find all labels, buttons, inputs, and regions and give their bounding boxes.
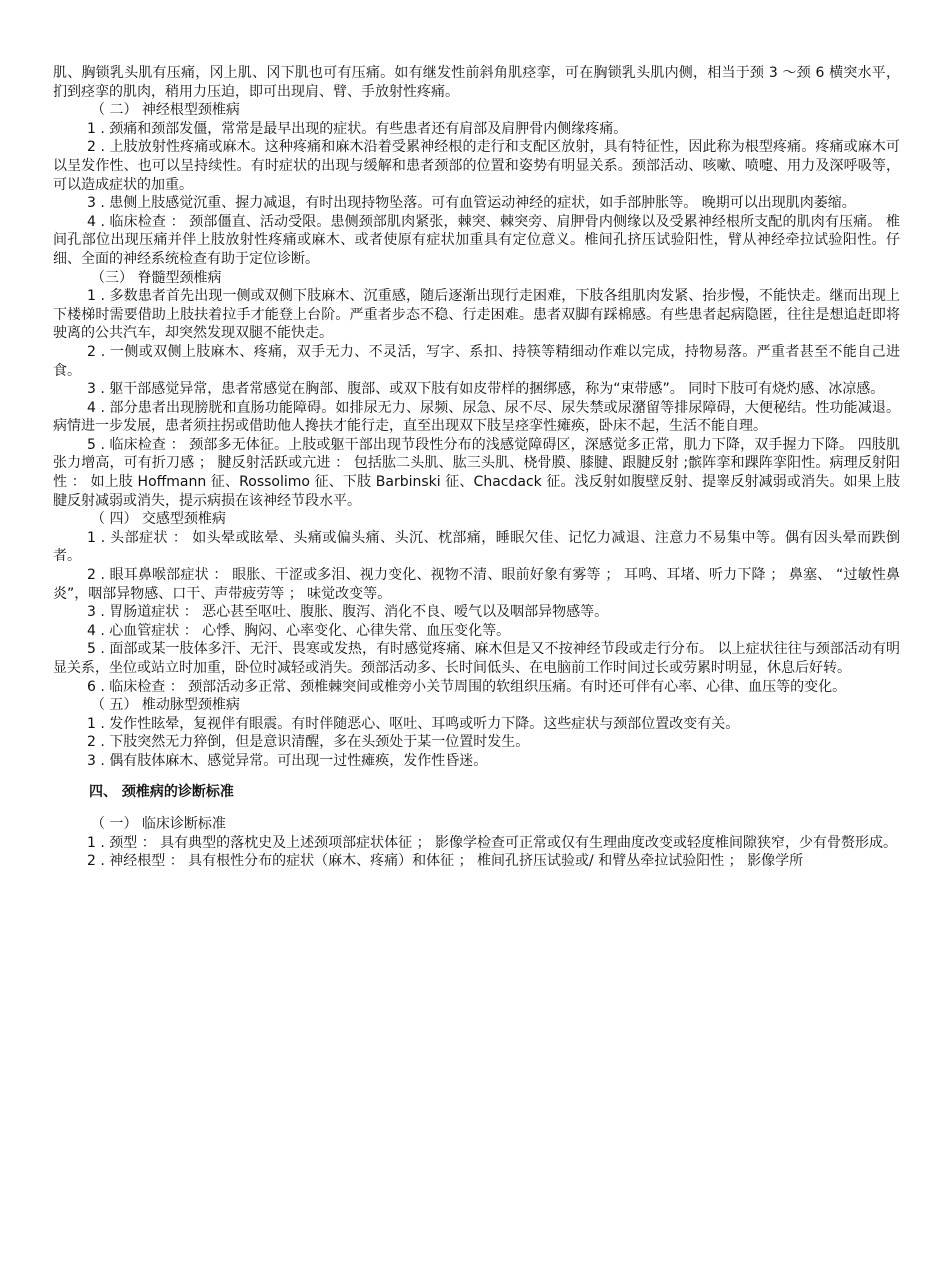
list-item: 3 . 胃肠道症状 ： 恶心甚至呕吐、腹胀、腹泻、消化不良、嗳气以及咽部异物感等。	[87, 604, 609, 621]
list-item: 2 . 上肢放射性疼痛或麻木。这种疼痛和麻木沿着受累神经根的走行和支配区放射，具有特征性，因此称为根型疼痛。疼痛或麻木可以呈发作性、也可以呈持续性。有时症状的出现与缓解和患者颈部的位置和姿势有明显关系。颈部活动、咳嗽、喷嚏、用力及深呼吸等，可以造成症状的加重。	[53, 139, 900, 193]
list-item: 2 . 一侧或双侧上肢麻木、疼痛，双手无力、不灵活，写字、系扣、持筷等精细动作难以完成，持物易落。严重者甚至不能自己进食。	[53, 343, 900, 379]
list-item: 5 . 临床检查 ： 颈部多无体征。上肢或躯干部出现节段性分布的浅感觉障碍区，深感觉多正常，肌力下降，双手握力下降。 四肢肌张力增高，可有折刀感 ； 腱反射活跃或亢进 ： 包括肱二头肌、肱三头肌、桡骨膜、膝腱、跟腱反射 ;髌阵挛和踝阵挛阳性。病理反射阳性 ： 如上肢 Hoffmann 征、Rossolimo 征、下肢 Barbinski 征、Chacdack 征。浅反射如腹壁反射、提睾反射减弱或消失。如果上肢腱反射减弱或消失，提示病损在该神经节段水平。	[53, 436, 900, 509]
list-item: 4 . 心血管症状 ： 心悸、胸闷、心率变化、心律失常、血压变化等。	[87, 622, 511, 639]
list-item: 1 . 颈型 ： 具有典型的落枕史及上述颈项部症状体征 ； 影像学检查可正常或仅有生理曲度改变或轻度椎间隙狭窄，少有骨赘形成。	[87, 834, 898, 851]
list-item: 1 . 头部症状 ： 如头晕或眩晕、头痛或偏头痛、头沉、枕部痛，睡眠欠佳、记忆力减退、注意力不易集中等。偶有因头晕而跌倒者。	[53, 529, 900, 565]
paragraph-continued: 肌、胸锁乳头肌有压痛，冈上肌、冈下肌也可有压痛。如有继发性前斜角肌痉挛，可在胸锁乳头肌内侧，相当于颈 3 ～颈 6 横突水平，扪到痉挛的肌肉，稍用力压迫，即可出现肩、臂、手放射性疼痛。	[53, 65, 900, 100]
list-item: 1 . 颈痛和颈部发僵，常常是最早出现的症状。有些患者还有肩部及肩胛骨内侧缘疼痛。	[87, 120, 628, 137]
subsection-heading-myelopathy: （三） 脊髓型颈椎病	[91, 269, 222, 286]
list-item: 4 . 部分患者出现膀胱和直肠功能障碍。如排尿无力、尿频、尿急、尿不尽、尿失禁或尿潴留等排尿障碍，大便秘结。性功能减退。病情进一步发展，患者须拄拐或借助他人搀扶才能行走，直至出现双下肢呈痉挛性瘫痪，卧床不起，生活不能自理。	[53, 399, 900, 435]
subsection-heading-sympathetic: （ 四） 交感型颈椎病	[91, 511, 226, 528]
list-item: 3 . 偶有肢体麻木、感觉异常。可出现一过性瘫痪，发作性昏迷。	[87, 752, 488, 769]
list-item: 2 . 神经根型 ： 具有根性分布的症状（麻木、疼痛）和体征 ； 椎间孔挤压试验或/ 和臂丛牵拉试验阳性 ； 影像学所	[87, 853, 804, 870]
list-item: 5 . 面部或某一肢体多汗、无汗、畏寒或发热，有时感觉疼痛、麻木但是又不按神经节段或走行分布。 以上症状往往与颈部活动有明显关系，坐位或站立时加重，卧位时减轻或消失。颈部活动多、长时间低头、在电脑前工作时间过长或劳累时明显，休息后好转。	[53, 641, 900, 676]
section-heading-diagnostic-criteria: 四、 颈椎病的诊断标准	[89, 783, 234, 800]
subsection-heading-radiculopathy: （ 二） 神经根型颈椎病	[91, 102, 240, 119]
list-item: 4 . 临床检查 ： 颈部僵直、活动受限。患侧颈部肌肉紧张，棘突、棘突旁、肩胛骨内侧缘以及受累神经根所支配的肌肉有压痛。 椎间孔部位出现压痛并伴上肢放射性疼痛或麻木、或者使原有症状加重具有定位意义。椎间孔挤压试验阳性，臂从神经牵拉试验阳性。仔细、全面的神经系统检查有助于定位诊断。	[53, 213, 900, 267]
list-item: 2 . 下肢突然无力猝倒，但是意识清醒，多在头颈处于某一位置时发生。	[87, 734, 530, 751]
list-item: 3 . 躯干部感觉异常，患者常感觉在胸部、腹部、或双下肢有如皮带样的捆绑感，称为“束带感”。 同时下肢可有烧灼感、冰凉感。	[87, 381, 885, 398]
subsection-heading-vertebral-artery: （ 五） 椎动脉型颈椎病	[91, 697, 240, 714]
list-item: 2 . 眼耳鼻喉部症状 ： 眼胀、干涩或多泪、视力变化、视物不清、眼前好象有雾等 ； 耳鸣、耳堵、听力下降 ； 鼻塞、 “过敏性鼻炎”，咽部异物感、口干、声带疲劳等 ； 味觉改变等。	[53, 567, 900, 602]
list-item: 1 . 发作性眩晕，复视伴有眼震。有时伴随恶心、呕吐、耳鸣或听力下降。这些症状与颈部位置改变有关。	[87, 715, 740, 732]
list-item: 1 . 多数患者首先出现一侧或双侧下肢麻木、沉重感，随后逐渐出现行走困难，下肢各组肌肉发紧、抬步慢，不能快走。继而出现上下楼梯时需要借助上肢扶着拉手才能登上台阶。严重者步态不稳、行走困难。患者双脚有踩棉感。有些患者起病隐匿，往往是想追赶即将驶离的公共汽车，却突然发现双腿不能快走。	[53, 288, 900, 342]
subsection-heading-clinical-criteria: （ 一） 临床诊断标准	[91, 816, 226, 833]
list-item: 6 . 临床检查 ： 颈部活动多正常、颈椎棘突间或椎旁小关节周围的软组织压痛。有时还可伴有心率、心律、血压等的变化。	[87, 678, 847, 695]
list-item: 3 . 患侧上肢感觉沉重、握力减退，有时出现持物坠落。可有血管运动神经的症状，如手部肿胀等。 晚期可以出现肌肉萎缩。	[87, 195, 856, 212]
